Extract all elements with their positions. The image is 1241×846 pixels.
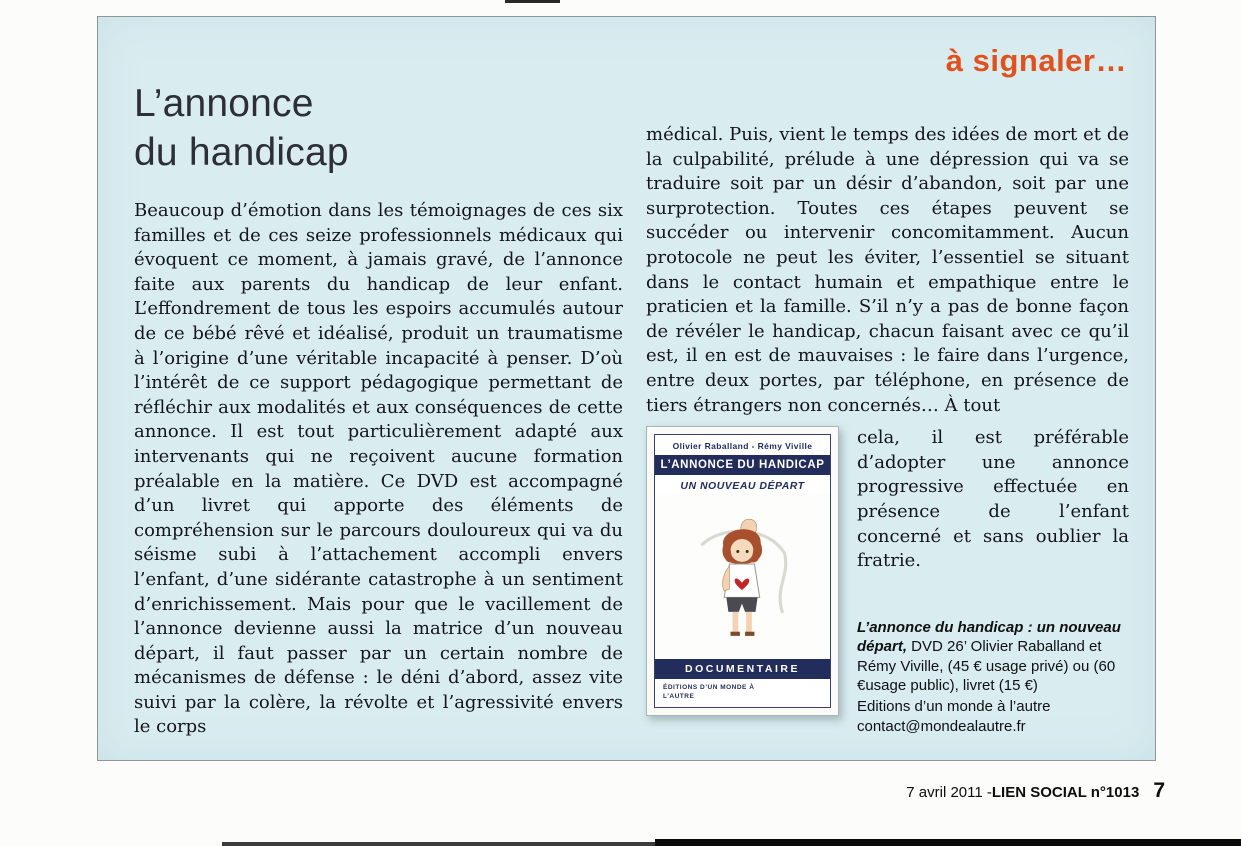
scan-artifact-bottom-left	[222, 842, 655, 846]
article-body-left: Beaucoup d’émotion dans les témoignages de ces six familles et de ces seize professionnels médicaux qui évoquent ce moment, à jamais gravé, de l’annonce faite aux parents du handicap de leur enfant. L’effondrement de tous les espoirs accumulés autour de ce bébé rêvé et idéalisé, produit un traumatisme à l’origine d’une véritable incapacité à penser. D’où l’intérêt de ce support pédagogique permettant de réfléchir aux modalités et aux conséquences de cette annonce. Il est tout particulièrement adapté aux intervenants qui ne reçoivent aucune formation préalable en la matière. Ce DVD est accompagné d’un livret qui apporte des éléments de compréhension sur le parcours douloureux qui va du séisme subi à l’attachement accompli envers l’enfant, d’une sidérante catastrophe à un sentiment d’enrichissement. Mais pour que le vacillement de l’annonce devienne aussi la matrice d’un nouveau départ, il faut passer par un certain nombre de mécanismes de défense : le déni d’abord, assez vite suivi par la colère, la révolte et l’agressivité envers le corps	[134, 200, 623, 738]
dvd-title: L’ANNONCE DU HANDICAP	[655, 455, 830, 475]
article-title-line1: L’annonce	[134, 82, 314, 125]
page-footer	[906, 779, 1165, 803]
article-title-line2: du handicap	[134, 131, 349, 174]
dvd-cover	[646, 426, 839, 716]
dvd-genre: DOCUMENTAIRE	[655, 659, 830, 679]
dvd-caption	[857, 618, 1129, 737]
caption-credits: DVD 26’ Olivier Raballand et Rémy Viville, (45 € usage privé) ou (60 €usage public), livret (15 €)	[857, 638, 1116, 695]
scan-artifact-top	[505, 0, 560, 3]
dvd-authors: Olivier Raballand - Rémy Viville	[672, 441, 813, 452]
right-column	[646, 123, 1129, 737]
media-row	[646, 426, 1129, 737]
article-title	[134, 79, 623, 177]
dvd-publisher-logo: ÉDITIONS D’UN MONDE À L’AUTRE	[663, 684, 755, 700]
text-beside-cover	[857, 426, 1129, 737]
section-label: à signaler…	[945, 43, 1127, 78]
dvd-cover-inner	[654, 434, 831, 708]
child-illustration	[688, 514, 798, 639]
magazine-page	[97, 16, 1156, 761]
caption-title: L’annonce du handicap : un nouveau départ,	[857, 618, 1121, 656]
caption-publisher: Editions d’un monde à l’autre	[857, 697, 1051, 715]
article-body-right: médical. Puis, vient le temps des idées de mort et de la culpabilité, prélude à une dépression qui va se traduire soit par un désir d’abandon, soit par une surprotection. Toutes ces étapes peuvent se succéder ou intervenir concomitamment. Aucun protocole ne peut les éviter, l’essentiel se situant dans le contact humain et empathique entre le praticien et la famille. S’il n’y a pas de bonne façon de révéler le handicap, chacun faisant avec ce qu’il est, il en est de mauvaises : le faire dans l’urgence, entre deux portes, par téléphone, en présence de tiers étrangers non concernés… À tout	[646, 124, 1129, 416]
caption-email: contact@mondealautre.fr	[857, 718, 1026, 736]
page-number: 7	[1153, 779, 1165, 802]
article-body-wrap: cela, il est préférable d’adopter une annonce progressive effectuée en présence de l’enfant concerné et sans oublier la fratrie.	[857, 427, 1129, 572]
dvd-subtitle: UN NOUVEAU DÉPART	[680, 480, 805, 493]
footer-date: 7 avril 2011 -	[906, 784, 992, 801]
dvd-illustration-area	[655, 494, 830, 659]
footer-journal-name: LIEN SOCIAL n°1013	[991, 784, 1140, 801]
left-column	[134, 79, 623, 740]
scan-artifact-bottom-right	[655, 839, 1241, 846]
